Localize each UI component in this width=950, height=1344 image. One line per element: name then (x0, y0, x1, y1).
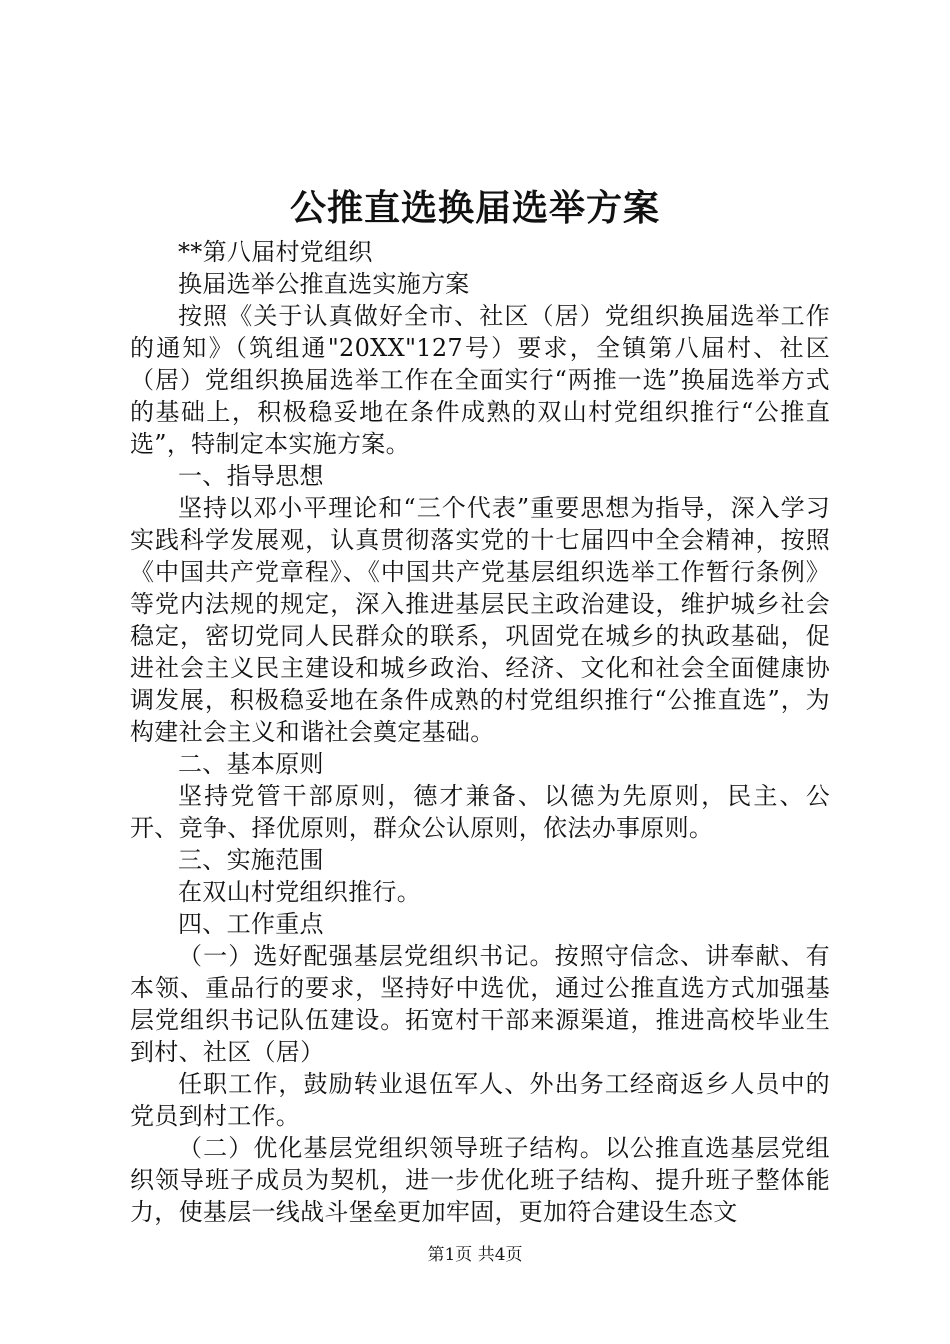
section-heading-1: 一、指导思想 (178, 462, 324, 490)
paragraph-focus-1-cont: 任职工作，鼓励转业退伍军人、外出务工经商返乡人员中的党员到村工作。 (130, 1070, 830, 1130)
paragraph-subtitle: 换届选举公推直选实施方案 (178, 270, 470, 298)
paragraph-focus-1: （一）选好配强基层党组织书记。按照守信念、讲奉献、有本领、重品行的要求，坚持好中选优，通过公推直选方式加强基层党组织书记队伍建设。拓宽村干部来源渠道，推进高校毕业生到村、社区（居） (130, 942, 830, 1066)
section-heading-4: 四、工作重点 (178, 910, 324, 938)
paragraph-scope: 在双山村党组织推行。 (178, 878, 421, 906)
paragraph-intro: 按照《关于认真做好全市、社区（居）党组织换届选举工作的通知》（筑组通"20XX"127号）要求，全镇第八届村、社区（居）党组织换届选举工作在全面实行“两推一选”换届选举方式的基础上，积极稳妥地在条件成熟的双山村党组织推行“公推直选”，特制定本实施方案。 (130, 302, 830, 458)
paragraph-org-line: **第八届村党组织 (178, 238, 373, 266)
paragraph-guiding-thought: 坚持以邓小平理论和“三个代表”重要思想为指导，深入学习实践科学发展观，认真贯彻落实党的十七届四中全会精神，按照《中国共产党章程》、《中国共产党基层组织选举工作暂行条例》等党内法规的规定，深入推进基层民主政治建设，维护城乡社会稳定，密切党同人民群众的联系，巩固党在城乡的执政基础，促进社会主义民主建设和城乡政治、经济、文化和社会全面健康协调发展，积极稳妥地在条件成熟的村党组织推行“公推直选”，为构建社会主义和谐社会奠定基础。 (130, 494, 830, 746)
section-heading-2: 二、基本原则 (178, 750, 324, 778)
page-footer: 第1页 共4页 (427, 1245, 523, 1265)
document-title: 公推直选换届选举方案 (289, 187, 660, 229)
document-body (130, 236, 830, 1228)
section-heading-3: 三、实施范围 (178, 846, 324, 874)
paragraph-principles: 坚持党管干部原则，德才兼备、以德为先原则，民主、公开、竞争、择优原则，群众公认原则，依法办事原则。 (130, 782, 830, 842)
paragraph-focus-2: （二）优化基层党组织领导班子结构。以公推直选基层党组织领导班子成员为契机，进一步优化班子结构、提升班子整体能力，使基层一线战斗堡垒更加牢固，更加符合建设生态文 (130, 1134, 830, 1226)
